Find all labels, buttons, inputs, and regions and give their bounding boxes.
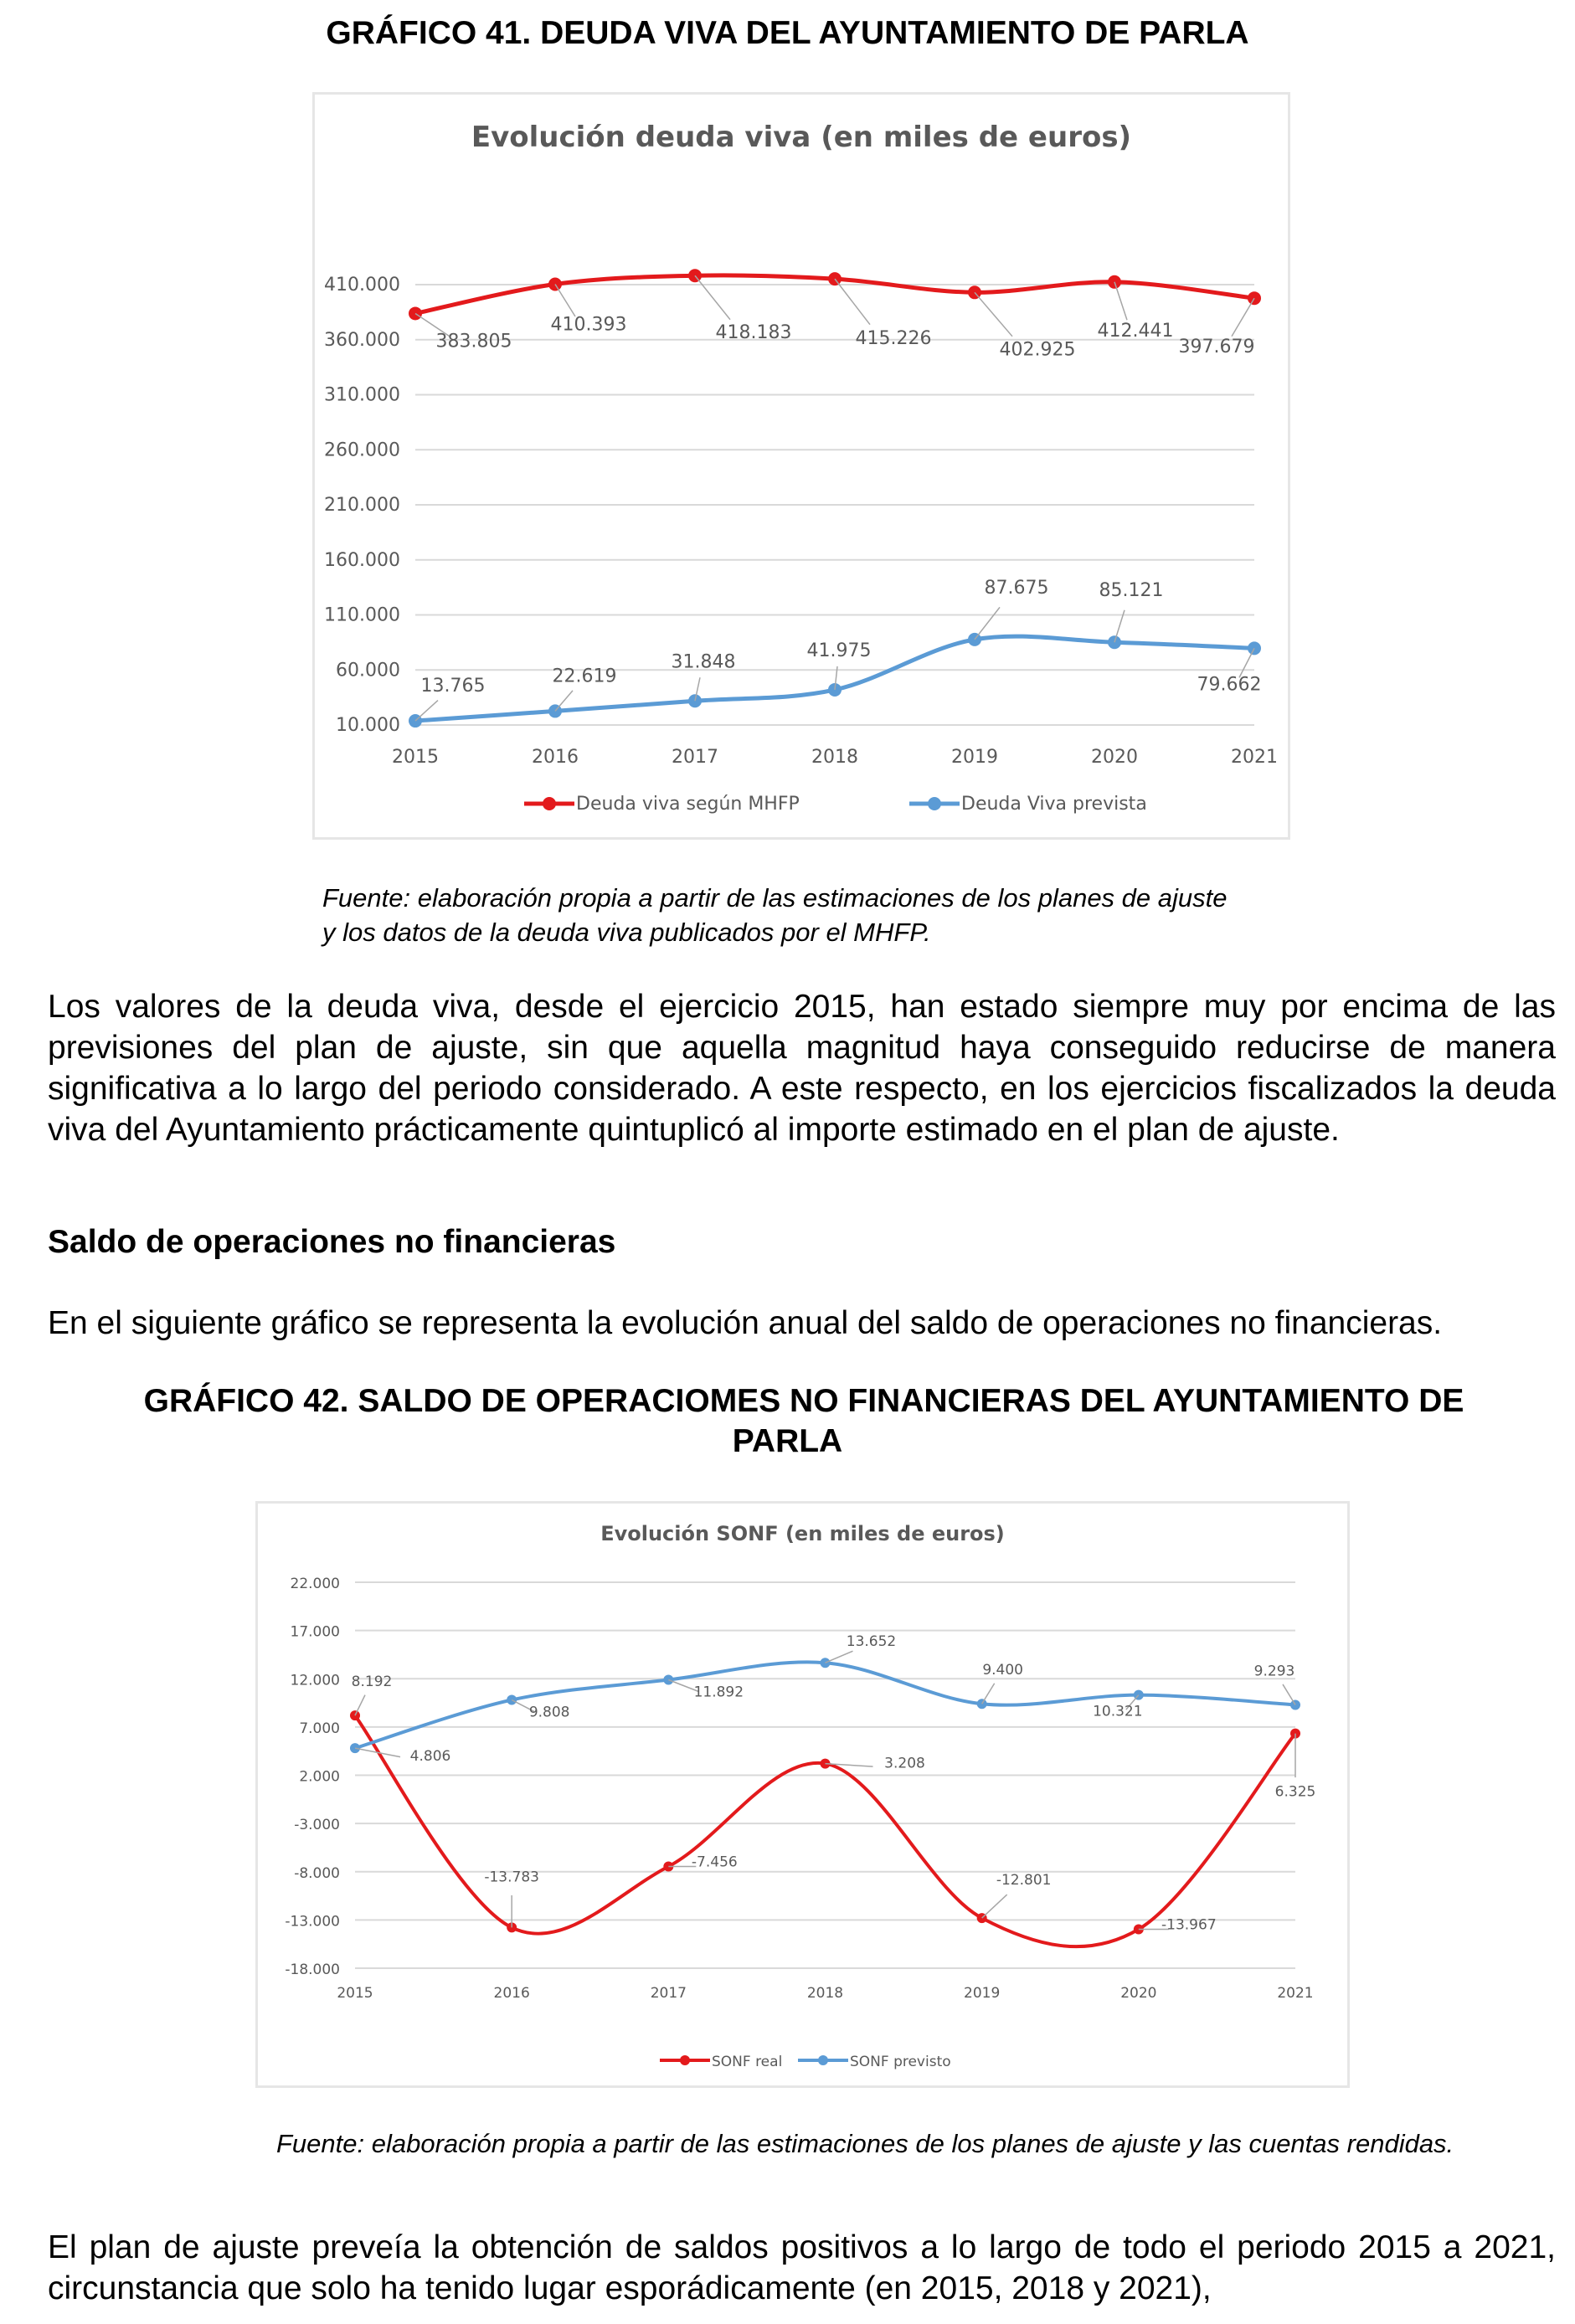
y-tick-label: 310.000 [324,384,400,406]
y-tick-label: 17.000 [290,1623,340,1641]
leader-line [826,1651,853,1663]
leader-line [1232,298,1254,337]
data-label: 4.806 [409,1748,451,1766]
debt-chart [312,92,1290,840]
leader-line [555,284,575,316]
leader-line [1283,1684,1295,1705]
y-tick-label: 410.000 [324,275,400,296]
x-tick-label: 2018 [811,747,858,768]
data-label: 85.121 [1099,580,1164,602]
leader-line [975,292,1012,337]
leader-line [982,1684,995,1704]
y-tick-label: 110.000 [324,604,400,626]
data-label: -7.456 [691,1854,738,1871]
figure-42-title-line1: GRÁFICO 42. SALDO DE OPERACIOMES NO FINANCIERAS DEL AYUNTAMIENTO DE [143,1383,1464,1419]
figure-41-caption-line1: Fuente: elaboración propia a partir de las estimaciones de los planes de ajuste [322,883,1228,913]
data-label: 22.619 [552,666,617,687]
x-tick-label: 2020 [1091,747,1138,768]
legend-label: Deuda Viva prevista [961,794,1147,815]
y-tick-label: -13.000 [285,1913,340,1931]
leader-line [1239,648,1254,677]
leader-line [355,1695,365,1716]
x-tick-label: 2017 [672,747,718,768]
legend-label: SONF real [712,2054,783,2070]
paragraph-debt: Los valores de la deuda viva, desde el ejercicio 2015, han estado siempre muy por encima de las previsiones del plan de ajuste, sin que aquella magnitud haya conseguido reducirse de manera significativa a lo largo del periodo considerado. A este respecto, en los ejercicios fiscalizados la deuda viva del Ayuntamiento prácticamente quintuplicó al importe estimado en el plan de ajuste. [48,989,1556,1148]
paragraph-intro-sonf: En el siguiente gráfico se representa la evolución anual del saldo de operaciones no financieras. [48,1305,1443,1341]
data-label: -13.967 [1161,1916,1217,1934]
data-point [507,1695,517,1705]
y-tick-label: -3.000 [294,1817,340,1834]
sonf-chart-svg [258,1504,1347,2085]
data-label: 87.675 [984,577,1049,599]
x-tick-label: 2015 [392,747,439,768]
data-label: 10.321 [1093,1703,1143,1720]
x-tick-label: 2021 [1277,1985,1314,2002]
x-tick-label: 2015 [337,1985,373,2002]
leader-line [695,275,730,320]
legend-marker [543,797,556,810]
data-label: 402.925 [999,339,1076,361]
sonf-chart [255,1501,1350,2088]
debt-chart-svg [315,95,1288,837]
y-tick-label: 260.000 [324,440,400,461]
y-tick-label: 210.000 [324,495,400,516]
leader-line [975,607,1000,640]
figure-41-caption-line2: y los datos de la deuda viva publicados por el MHFP. [322,918,931,947]
legend-label: Deuda viva según MHFP [576,794,800,815]
x-tick-label: 2016 [493,1985,530,2002]
data-label: 79.662 [1197,674,1262,696]
data-label: 31.848 [671,651,736,673]
data-label: 9.808 [528,1704,570,1721]
data-label: 397.679 [1178,337,1255,358]
data-label: 13.765 [420,676,486,697]
leader-line [835,279,870,325]
x-tick-label: 2020 [1120,1985,1157,2002]
data-label: 41.975 [806,640,872,661]
y-tick-label: 22.000 [290,1576,340,1592]
y-tick-label: 60.000 [336,660,400,681]
data-label: 410.393 [550,314,627,336]
y-tick-label: 160.000 [324,549,400,571]
chart-title: Evolución deuda viva (en miles de euros) [471,121,1132,154]
data-label: -13.783 [484,1869,539,1886]
data-label: 3.208 [884,1755,925,1772]
section-heading: Saldo de operaciones no financieras [48,1224,616,1260]
data-point [1290,1699,1300,1710]
data-label: 412.441 [1097,320,1174,342]
y-tick-label: 12.000 [290,1672,340,1689]
figure-42-title-line2: PARLA [732,1423,843,1459]
legend-marker [680,2055,690,2065]
y-tick-label: 7.000 [299,1720,340,1737]
legend-label: SONF previsto [850,2054,951,2070]
data-label: 383.805 [435,331,512,352]
data-label: 8.192 [351,1674,393,1691]
y-tick-label: -18.000 [285,1962,340,1978]
series-line-0 [355,1715,1295,1946]
x-tick-label: 2021 [1231,747,1278,768]
data-label: 418.183 [715,322,792,344]
data-label: 13.652 [846,1633,897,1651]
x-tick-label: 2016 [532,747,579,768]
leader-line [1114,282,1127,321]
x-tick-label: 2017 [650,1985,687,2002]
legend-marker [818,2055,828,2065]
y-tick-label: 10.000 [336,715,400,736]
y-tick-label: -8.000 [294,1864,340,1882]
y-tick-label: 2.000 [299,1768,340,1786]
series-line-1 [355,1662,1295,1748]
paragraph-sonf: El plan de ajuste preveía la obtención de saldos positivos a lo largo de todo el periodo 2015 a 2021, circunstancia que solo ha tenido lugar esporádicamente (en 2015, 2018 y 2021), [48,2229,1556,2306]
figure-42-caption: Fuente: elaboración propia a partir de las estimaciones de los planes de ajuste y las cuentas rendidas. [276,2129,1454,2158]
data-label: 11.892 [693,1684,744,1701]
x-tick-label: 2019 [951,747,998,768]
figure-41-title: GRÁFICO 41. DEUDA VIVA DEL AYUNTAMIENTO DE PARLA [326,15,1249,51]
data-label: 9.293 [1253,1663,1295,1680]
x-tick-label: 2019 [964,1985,1001,2002]
y-tick-label: 360.000 [324,329,400,351]
leader-line [982,1895,1007,1918]
data-label: 6.325 [1274,1783,1316,1801]
legend-marker [928,797,941,810]
data-label: 9.400 [982,1662,1024,1679]
x-tick-label: 2018 [806,1985,844,2002]
data-label: 415.226 [855,328,932,350]
data-label: -12.801 [996,1872,1052,1890]
chart-title: Evolución SONF (en miles de euros) [600,1522,1005,1545]
